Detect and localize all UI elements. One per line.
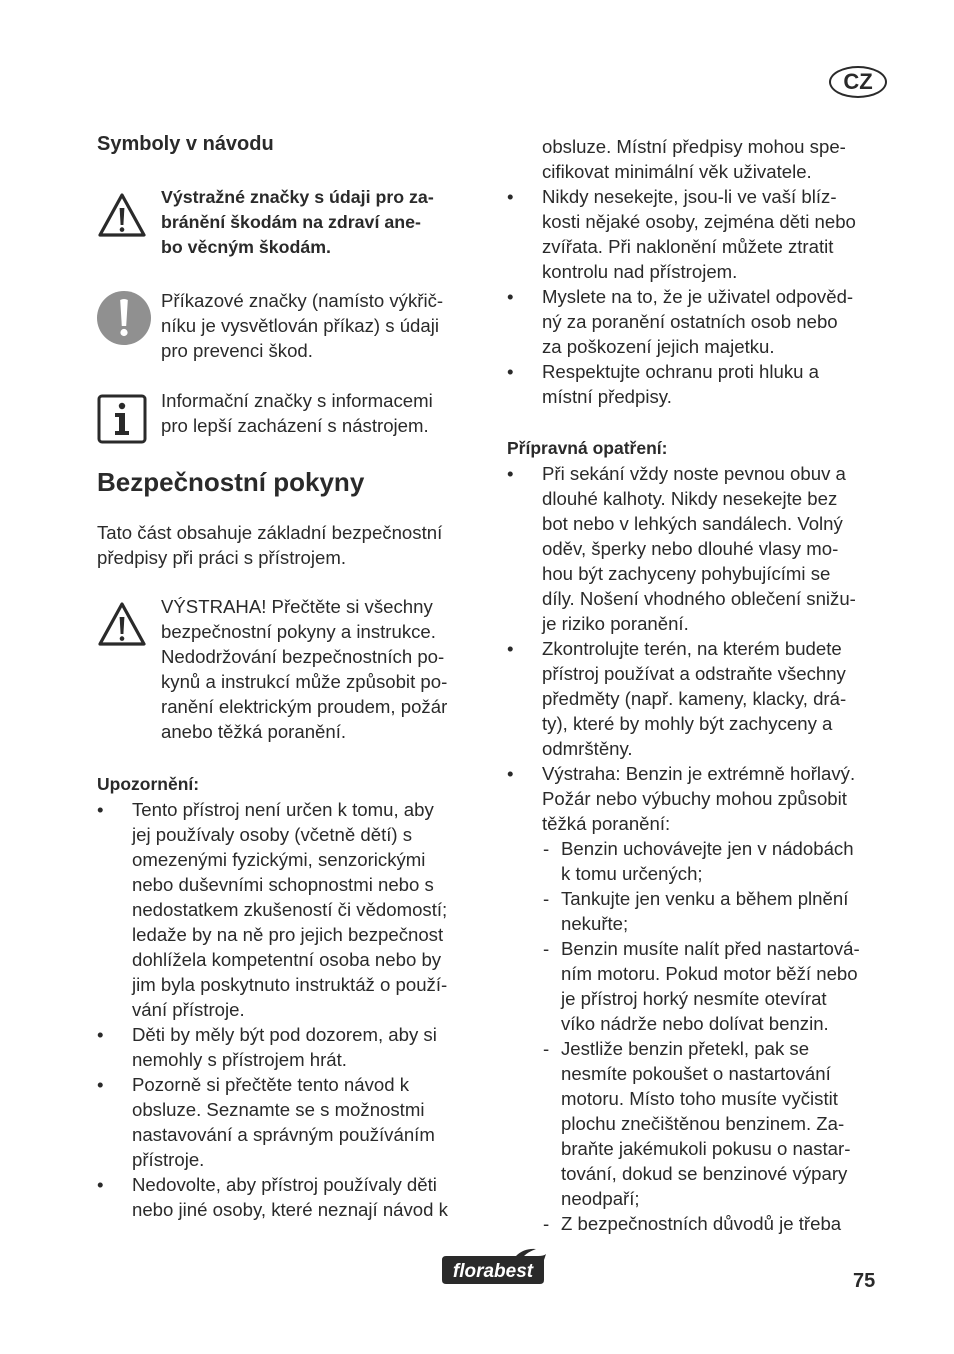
notes-list	[97, 797, 487, 1222]
exclamation-circle-icon	[96, 290, 152, 346]
prep-list	[507, 461, 897, 836]
list-item: - Benzin uchovávejte jen v nádobách k tomu určených;	[507, 836, 897, 886]
warning-triangle-icon	[97, 191, 147, 241]
symbol-command-row	[97, 288, 487, 363]
list-item: • Respektujte ochranu proti hluku a místní předpisy.	[507, 359, 897, 409]
symbol-command-text: Příkazové značky (namísto výkřič- níku je vysvětlován příkaz) s údaji pro prevenci škod.	[161, 290, 444, 361]
list-item: - Z bezpečnostních důvodů je třeba	[507, 1211, 897, 1236]
list-item: • Tento přístroj není určen k tomu, aby jej používaly osoby (včetně dětí) s omezenými fyzickými, senzorickými nebo duševními schopnostmi nebo s nedostatkem zkušeností či vědomostí; ledaže by na ně pro jejich bezpečnost dohlížela kompetentní osoba nebo by jim byla poskytnuto instruktáž o použí- vání přístroje.	[97, 797, 487, 1022]
fuel-sublist	[507, 836, 897, 1236]
brand-name: florabest	[452, 1261, 534, 1282]
safety-warning-row	[97, 594, 487, 744]
safety-heading: Bezpečnostní pokyny	[97, 467, 365, 497]
warning-triangle-icon	[97, 600, 147, 650]
list-item: - Jestliže benzin přetekl, pak se nesmíte pokoušet o nastartování motoru. Místo toho musíte vyčistit plochu znečištěnou benzinem. Za- braňte jakémukoli pokusu o nastar- tování, dokud se benzinové výpary neodpaří;	[507, 1036, 897, 1211]
list-item: • Děti by měly být pod dozorem, aby si nemohly s přístrojem hrát.	[97, 1022, 487, 1072]
list-item: • Zkontrolujte terén, na kterém budete přístroj používat a odstraňte všechny předměty (např. kameny, klacky, drá- ty), které by mohly být zachyceny a odmrštěny.	[507, 636, 897, 761]
list-item: • Nedovolte, aby přístroj používaly děti nebo jiné osoby, které neznají návod k	[97, 1172, 487, 1222]
language-badge: CZ	[829, 66, 887, 98]
notes-list-continued	[507, 184, 897, 409]
right-column	[507, 134, 897, 1236]
list-item: • Nikdy nesekejte, jsou-li ve vaší blíz- kosti nějaké osoby, zejména děti nebo zvířata. Při naklonění můžete ztratit kontrolu nad přístrojem.	[507, 184, 897, 284]
list-item: • Pozorně si přečtěte tento návod k obsluze. Seznamte se s možnostmi nastavování a správným používáním přístroje.	[97, 1072, 487, 1172]
symbol-info-text: Informační značky s informacemi pro lepší zacházení s nástrojem.	[161, 390, 433, 436]
safety-intro: Tato část obsahuje základní bezpečnostní předpisy při práci s přístrojem.	[97, 522, 443, 568]
list-item: - Benzin musíte nalít před nastartová- ním motoru. Pokud motor běží nebo je přístroj horký nesmíte otevírat víko nádrže nebo dolívat benzin.	[507, 936, 897, 1036]
list-item: • Myslete na to, že je uživatel odpověd- ný za poranění ostatních osob nebo za poškození jejich majetku.	[507, 284, 897, 359]
list-item: - Tankujte jen venku a během plnění nekuřte;	[507, 886, 897, 936]
notes-heading: Upozornění:	[97, 774, 200, 794]
list-item: • Výstraha: Benzin je extrémně hořlavý. Požár nebo výbuchy mohou způsobit těžká poranění:	[507, 761, 897, 836]
info-box-icon	[97, 394, 147, 444]
continuation-text: obsluze. Místní předpisy mohou spe- cifikovat minimální věk uživatele.	[542, 136, 846, 182]
page-number: 75	[853, 1270, 876, 1292]
symbol-warning-row	[97, 185, 487, 260]
symbol-info-row	[97, 388, 487, 440]
florabest-logo	[438, 1246, 550, 1286]
left-column	[97, 132, 487, 1222]
prep-heading: Přípravná opatření:	[507, 438, 668, 458]
symbols-heading: Symboly v návodu	[97, 133, 274, 155]
safety-warning-text: VÝSTRAHA! Přečtěte si všechny bezpečnostní pokyny a instrukce. Nedodržování bezpečnostních po- kynů a instrukcí může způsobit po- ranění elektrickým proudem, požár anebo těžká poranění.	[161, 596, 448, 742]
list-item: • Při sekání vždy noste pevnou obuv a dlouhé kalhoty. Nikdy nesekejte bez bot nebo v lehkých sandálech. Volný oděv, šperky nebo dlouhé vlasy mo- hou být zachyceny pohybujícími se díly. Nošení vhodného oblečení snižu- je riziko poranění.	[507, 461, 897, 636]
symbol-warning-text: Výstražné značky s údaji pro za- bránění škodám na zdraví ane- bo věcným škodám.	[161, 187, 434, 257]
